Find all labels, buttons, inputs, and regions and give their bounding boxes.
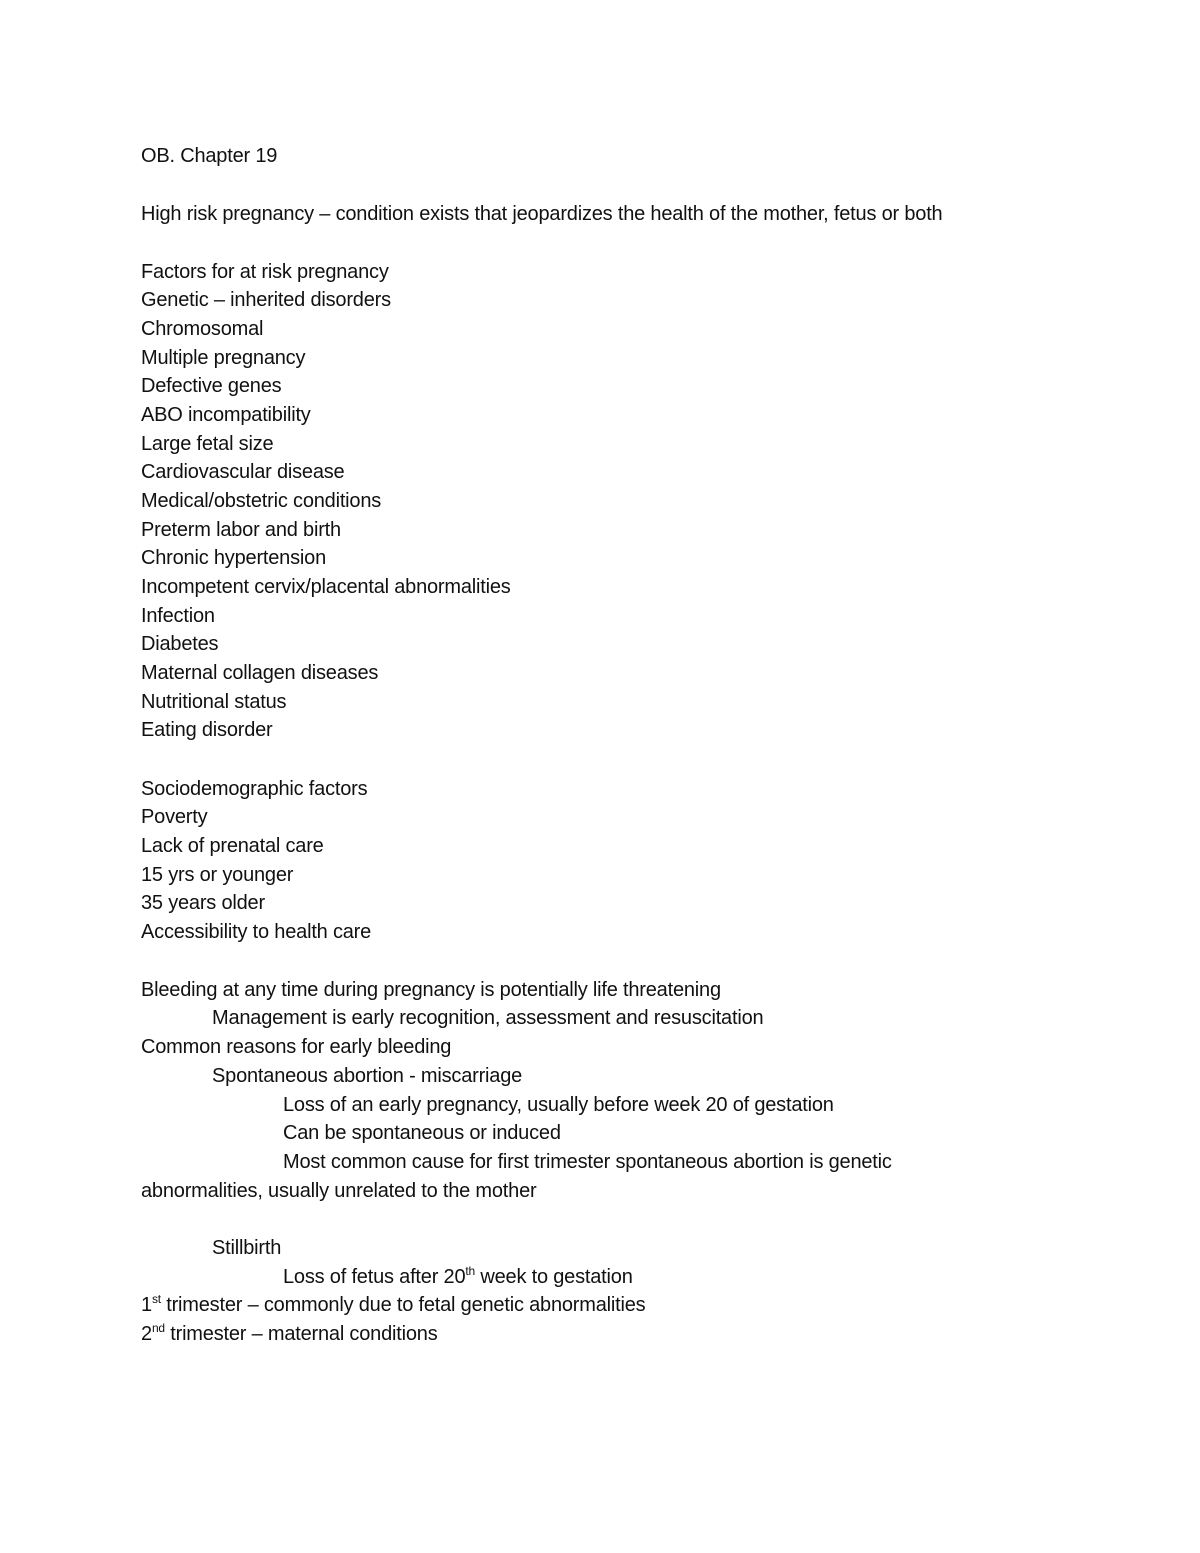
second-trimester-line: [141, 1322, 438, 1346]
list-item: Eating disorder: [141, 719, 273, 741]
list-item: Infection: [141, 605, 215, 627]
list-item: Maternal collagen diseases: [141, 662, 379, 684]
list-item: Cardiovascular disease: [141, 461, 345, 483]
list-item: Lack of prenatal care: [141, 835, 324, 857]
first-trimester-text: trimester – commonly due to fetal genetic abnormalities: [160, 1294, 646, 1316]
definition-text: High risk pregnancy – condition exists that jeopardizes the health of the mother, fetus or both: [141, 203, 943, 225]
list-item: Accessibility to health care: [141, 921, 372, 943]
stillbirth-definition: [283, 1265, 633, 1289]
ordinal-suffix: nd: [151, 1321, 165, 1335]
list-item: Chronic hypertension: [141, 547, 326, 569]
management-text: Management is early recognition, assessment and resuscitation: [212, 1007, 764, 1029]
list-item: 35 years older: [141, 892, 265, 914]
list-item: Large fetal size: [141, 433, 274, 455]
bleeding-statement: Bleeding at any time during pregnancy is potentially life threatening: [141, 979, 721, 1001]
second-trimester-text: trimester – maternal conditions: [164, 1323, 438, 1345]
risk-factors-heading: Factors for at risk pregnancy: [141, 261, 389, 283]
list-item: Preterm labor and birth: [141, 519, 341, 541]
list-item: Nutritional status: [141, 691, 287, 713]
common-reasons-heading: Common reasons for early bleeding: [141, 1036, 452, 1058]
list-item: Multiple pregnancy: [141, 347, 306, 369]
spontaneous-abortion-heading: Spontaneous abortion - miscarriage: [212, 1065, 523, 1087]
list-item: 15 yrs or younger: [141, 864, 294, 886]
list-item: Diabetes: [141, 633, 219, 655]
ordinal-suffix: st: [151, 1292, 161, 1306]
document-title: OB. Chapter 19: [141, 145, 278, 167]
stillbirth-definition-end: week to gestation: [475, 1266, 633, 1288]
list-item: Genetic – inherited disorders: [141, 289, 391, 311]
list-item: Poverty: [141, 806, 208, 828]
list-item: Medical/obstetric conditions: [141, 490, 382, 512]
list-item: Defective genes: [141, 375, 282, 397]
most-common-text: Most common cause for first trimester spontaneous abortion is genetic: [283, 1151, 892, 1173]
socio-factors-heading: Sociodemographic factors: [141, 778, 368, 800]
trimester-number: 1: [141, 1294, 152, 1316]
trimester-number: 2: [141, 1323, 152, 1345]
list-item: ABO incompatibility: [141, 404, 311, 426]
stillbirth-definition-start: Loss of fetus after 20: [283, 1266, 466, 1288]
stillbirth-heading: Stillbirth: [212, 1237, 282, 1259]
loss-early-text: Loss of an early pregnancy, usually before week 20 of gestation: [283, 1094, 834, 1116]
ordinal-suffix: th: [465, 1264, 475, 1278]
most-common-continued: abnormalities, usually unrelated to the mother: [141, 1180, 537, 1202]
first-trimester-line: [141, 1293, 645, 1317]
list-item: Incompetent cervix/placental abnormalities: [141, 576, 511, 598]
can-be-text: Can be spontaneous or induced: [283, 1122, 561, 1144]
list-item: Chromosomal: [141, 318, 264, 340]
